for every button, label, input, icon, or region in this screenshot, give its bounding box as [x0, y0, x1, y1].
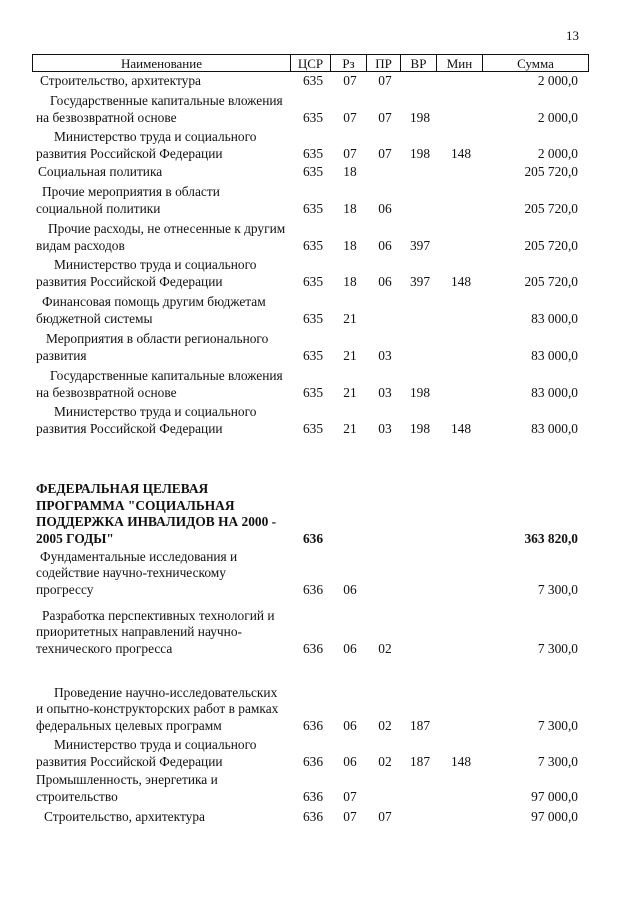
table-row [32, 401, 588, 437]
cell-pr: 03 [378, 421, 392, 436]
cell-rz: 18 [343, 201, 357, 216]
cell-pr: 02 [378, 641, 392, 656]
cell-rz: 06 [343, 754, 357, 769]
row-name: Мероприятия в области регионального развития [36, 331, 269, 363]
table-row [32, 126, 588, 162]
cell-rz: 07 [343, 110, 357, 125]
cell-sum: 7 300,0 [537, 641, 578, 656]
table-row [32, 770, 588, 805]
cell-csr: 636 [302, 531, 324, 546]
table-row [32, 598, 588, 657]
cell-rz: 06 [343, 582, 357, 597]
cell-rz: 18 [343, 238, 357, 253]
cell-sum: 97 000,0 [531, 789, 578, 804]
table-row [32, 217, 588, 254]
cell-csr: 635 [302, 311, 324, 326]
cell-csr: 636 [302, 718, 324, 733]
cell-vr: 187 [409, 754, 431, 769]
cell-csr: 635 [302, 146, 324, 161]
table-header [32, 54, 589, 72]
cell-pr: 07 [378, 73, 392, 88]
row-name: Государственные капитальные вложения на безвозвратной основе [36, 368, 283, 400]
cell-vr: 397 [409, 238, 431, 253]
row-name: Социальная политика [38, 163, 163, 179]
table-row [32, 290, 588, 327]
cell-csr: 635 [302, 238, 324, 253]
cell-sum: 83 000,0 [531, 385, 578, 400]
cell-min: 148 [450, 274, 472, 289]
cell-vr: 397 [409, 274, 431, 289]
cell-sum: 2 000,0 [537, 110, 578, 125]
table-row [32, 805, 588, 825]
cell-sum: 205 720,0 [524, 238, 578, 253]
cell-pr: 03 [378, 348, 392, 363]
cell-pr: 03 [378, 385, 392, 400]
row-name: Министерство труда и социального развития Российской Федерации [36, 737, 257, 769]
row-name: Прочие расходы, не отнесенные к другим видам расходов [36, 221, 286, 253]
cell-sum: 363 820,0 [524, 531, 578, 546]
table-body [32, 72, 588, 825]
cell-rz: 06 [343, 641, 357, 656]
cell-csr: 635 [302, 73, 324, 88]
cell-csr: 635 [302, 110, 324, 125]
row-name: Министерство труда и социального развития Российской Федерации [36, 257, 257, 289]
cell-pr: 02 [378, 718, 392, 733]
cell-sum: 2 000,0 [537, 146, 578, 161]
cell-sum: 7 300,0 [537, 582, 578, 597]
cell-rz: 07 [343, 73, 357, 88]
cell-sum: 83 000,0 [531, 348, 578, 363]
page-number: 13 [566, 28, 579, 43]
cell-csr: 636 [302, 754, 324, 769]
table-row [32, 675, 588, 734]
cell-sum: 83 000,0 [531, 421, 578, 436]
row-name: Разработка перспективных технологий и приоритетных направлений научно-технического прогресса [36, 607, 275, 656]
cell-rz: 18 [343, 164, 357, 179]
table-row [32, 72, 588, 89]
header-sum: Сумма [483, 55, 589, 72]
cell-vr: 198 [409, 110, 431, 125]
header-pr: ПР [367, 55, 401, 72]
cell-rz: 07 [343, 809, 357, 824]
header-rz: Рз [331, 55, 367, 72]
cell-csr: 635 [302, 201, 324, 216]
row-name: Государственные капитальные вложения на безвозвратной основе [36, 93, 283, 125]
cell-vr: 198 [409, 146, 431, 161]
budget-table [32, 54, 588, 825]
cell-sum: 205 720,0 [524, 201, 578, 216]
cell-vr: 187 [409, 718, 431, 733]
cell-csr: 635 [302, 385, 324, 400]
row-name: Проведение научно-исследовательских и опытно-конструкторских работ в рамках федеральных целевых программ [36, 684, 279, 733]
table-row [32, 734, 588, 770]
cell-min: 148 [450, 754, 472, 769]
cell-sum: 205 720,0 [524, 164, 578, 179]
cell-pr: 02 [378, 754, 392, 769]
cell-csr: 636 [302, 809, 324, 824]
cell-csr: 635 [302, 348, 324, 363]
table-row [32, 180, 588, 217]
table-row [32, 479, 588, 547]
header-min: Мин [437, 55, 483, 72]
cell-rz: 06 [343, 718, 357, 733]
cell-sum: 7 300,0 [537, 754, 578, 769]
row-name: Финансовая помощь другим бюджетам бюджетной системы [36, 294, 266, 326]
cell-rz: 21 [343, 348, 357, 363]
cell-vr: 198 [409, 385, 431, 400]
cell-rz: 21 [343, 311, 357, 326]
row-name: Строительство, архитектура [44, 808, 205, 824]
cell-vr: 198 [409, 421, 431, 436]
cell-csr: 635 [302, 274, 324, 289]
cell-rz: 21 [343, 385, 357, 400]
cell-pr: 06 [378, 201, 392, 216]
cell-sum: 205 720,0 [524, 274, 578, 289]
cell-rz: 21 [343, 421, 357, 436]
row-name: ФЕДЕРАЛЬНАЯ ЦЕЛЕВАЯ ПРОГРАММА "СОЦИАЛЬНАЯ ПОДДЕРЖКА ИНВАЛИДОВ НА 2000 - 2005 ГОДЫ" [36, 481, 277, 546]
table-row [32, 364, 588, 401]
row-name: Промышленность, энергетика и строительство [36, 772, 218, 804]
cell-pr: 07 [378, 110, 392, 125]
cell-csr: 636 [302, 582, 324, 597]
row-name: Прочие мероприятия в области социальной политики [36, 184, 220, 216]
table-row [32, 254, 588, 290]
cell-sum: 2 000,0 [537, 73, 578, 88]
cell-csr: 635 [302, 421, 324, 436]
cell-pr: 06 [378, 274, 392, 289]
header-csr: ЦСР [291, 55, 331, 72]
cell-csr: 635 [302, 164, 324, 179]
cell-pr: 07 [378, 809, 392, 824]
cell-sum: 97 000,0 [531, 809, 578, 824]
table-row [32, 162, 588, 180]
row-name: Строительство, архитектура [40, 72, 201, 88]
row-name: Министерство труда и социального развития Российской Федерации [36, 129, 257, 161]
cell-rz: 07 [343, 146, 357, 161]
cell-min: 148 [450, 146, 472, 161]
cell-rz: 18 [343, 274, 357, 289]
cell-sum: 83 000,0 [531, 311, 578, 326]
header-name: Наименование [33, 55, 291, 72]
row-name: Фундаментальные исследования и содействие научно-техническому прогрессу [36, 548, 238, 597]
table-row [32, 327, 588, 364]
cell-sum: 7 300,0 [537, 718, 578, 733]
cell-csr: 636 [302, 641, 324, 656]
cell-pr: 07 [378, 146, 392, 161]
cell-csr: 636 [302, 789, 324, 804]
row-name: Министерство труда и социального развития Российской Федерации [36, 404, 257, 436]
cell-rz: 07 [343, 789, 357, 804]
header-vr: ВР [401, 55, 437, 72]
cell-pr: 06 [378, 238, 392, 253]
table-row [32, 89, 588, 126]
cell-min: 148 [450, 421, 472, 436]
table-row [32, 547, 588, 598]
